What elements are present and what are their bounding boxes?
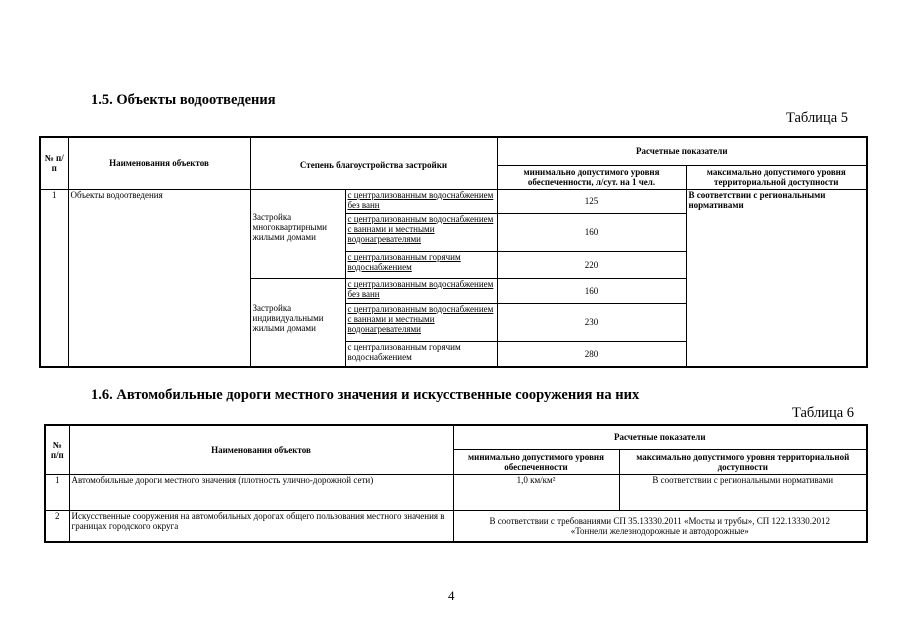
t6-row1-num: 1	[45, 474, 69, 510]
page-number: 4	[448, 588, 455, 603]
t5-g2-r2-label: с централизованным водоснабжением с ваннами и местными водонагревателями	[345, 303, 497, 341]
t5-g1-r2-value: 160	[497, 213, 686, 251]
table-5	[39, 136, 868, 368]
t6-header-indicators: Расчетные показатели	[453, 425, 867, 449]
table5-label: Таблица 5	[786, 110, 849, 126]
t5-g1-r1-value: 125	[497, 189, 686, 213]
t6-row1-min: 1,0 км/км²	[453, 474, 619, 510]
t5-g1-r3-label: с централизованным горячим водоснабжением	[345, 251, 497, 278]
t5-row-name: Объекты водоотведения	[68, 189, 250, 367]
t5-g1-r3-value: 220	[497, 251, 686, 278]
t5-row-num: 1	[40, 189, 68, 367]
t5-header-min: минимально допустимого уровня обеспеченности, л/сут. на 1 чел.	[497, 165, 686, 189]
table-6	[44, 424, 868, 543]
t6-header-name: Наименования объектов	[69, 425, 453, 474]
t6-row2-combined: В соответствии с требованиями СП 35.13330.2011 «Мосты и трубы», СП 122.13330.2012 «Тоннели железнодорожные и автодорожные»	[453, 510, 867, 542]
t5-header-degree: Степень благоустройства застройки	[250, 137, 497, 189]
t6-row2-name: Искусственные сооружения на автомобильных дорогах общего пользования местного значения в границах городского округа	[69, 510, 453, 542]
t6-header-max: максимально допустимого уровня территориальной доступности	[619, 449, 867, 474]
t6-row1-max: В соответствии с региональными нормативами	[619, 474, 867, 510]
t6-row2-num: 2	[45, 510, 69, 542]
t6-header-num: № п/п	[45, 425, 69, 474]
section5-heading: 1.5. Объекты водоотведения	[91, 92, 276, 108]
t5-g2-r3-label: с централизованным горячим водоснабжением	[345, 341, 497, 367]
t5-header-indicators: Расчетные показатели	[497, 137, 867, 165]
t5-g2-r1-value: 160	[497, 278, 686, 303]
table6-label: Таблица 6	[792, 405, 855, 421]
t5-row-max: В соответствии с региональными нормативами	[686, 189, 867, 367]
t5-g2-r1-label: с централизованным водоснабжением без ванн	[345, 278, 497, 303]
t5-g1-r1-label: с централизованным водоснабжением без ванн	[345, 189, 497, 213]
t5-g1-r2-label: с централизованным водоснабжением с ваннами и местными водонагревателями	[345, 213, 497, 251]
t5-header-max: максимально допустимого уровня территориальной доступности	[686, 165, 867, 189]
t5-group1-type: Застройка многоквартирными жилыми домами	[250, 189, 345, 278]
t6-row1-name: Автомобильные дороги местного значения (плотность улично-дорожной сети)	[69, 474, 453, 510]
t5-header-num: № п/п	[40, 137, 68, 189]
t5-g2-r2-value: 230	[497, 303, 686, 341]
t5-g2-r3-value: 280	[497, 341, 686, 367]
t5-header-name: Наименования объектов	[68, 137, 250, 189]
t5-group2-type: Застройка индивидуальными жилыми домами	[250, 278, 345, 367]
t6-header-min: минимально допустимого уровня обеспеченности	[453, 449, 619, 474]
section6-heading: 1.6. Автомобильные дороги местного значения и искусственные сооружения на них	[91, 387, 640, 403]
